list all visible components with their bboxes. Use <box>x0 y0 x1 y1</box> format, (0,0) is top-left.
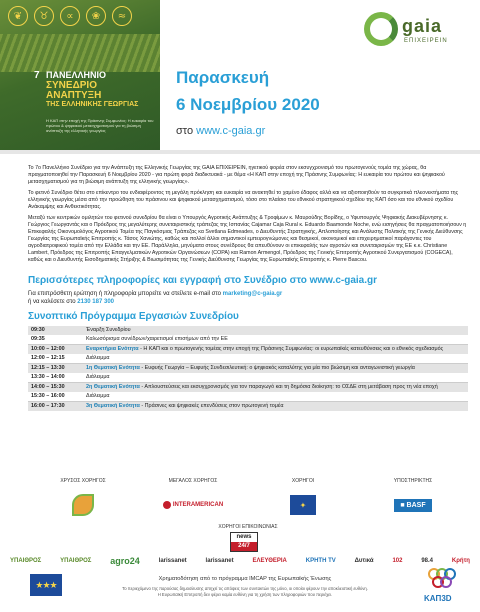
gaia-subtitle: ΕΠΙΧΕΙΡΕΙΝ <box>404 38 448 44</box>
gold-sponsor-logo[interactable] <box>48 492 118 518</box>
interamerican-name: INTERAMERICAN <box>172 502 224 508</box>
schedule-time: 09:30 <box>31 327 45 333</box>
disclaimer-line1: Το περιεχόμενο της παρούσας δημοσίευσης απηχεί τις απόψεις των συντακτών της μόνο, οι οποίοι φέρουν την αποκλειστική ευθύνη. <box>122 586 368 591</box>
kap3d-logo[interactable] <box>420 568 464 606</box>
news247-top: news <box>231 533 257 542</box>
conference-number: 7 <box>34 70 40 81</box>
registration-text-body: Για επιπρόσθετη ερώτηση ή πληροφορία μπορείτε να στείλετε e-mail στο <box>28 291 221 297</box>
banner-divider <box>0 150 480 154</box>
schedule-desc-text: Διάλειμμα <box>86 393 110 399</box>
event-date: 6 Νοεμβρίου 2020 <box>176 95 320 114</box>
schedule-desc-text: Διάλειμμα <box>86 374 110 380</box>
schedule-row <box>28 335 468 345</box>
registration-text <box>28 290 458 306</box>
url-prefix: στο <box>176 125 194 137</box>
supporter-label: ΥΠΟΣΤΗΡΙΚΤΗΣ <box>393 478 433 484</box>
schedule-row <box>28 383 468 392</box>
media-logo[interactable]: larissanet <box>158 558 187 564</box>
cow-icon: ♉ <box>34 6 54 26</box>
leaf-logo-icon <box>72 494 94 516</box>
conference-title-line1: ΠΑΝΕΛΛΗΝΙΟ <box>46 70 107 80</box>
gold-sponsor-label: ΧΡΥΣΟΣ ΧΟΡΗΓΟΣ <box>60 478 106 484</box>
schedule-desc <box>83 335 468 344</box>
contact-email[interactable]: marketing@c-gaia.gr <box>222 291 283 297</box>
intro-text <box>28 165 468 268</box>
schedule-desc-text: - Απλουστεύσεις και εκσυγχρονισμός για τον παραγωγό και τη δημόσια διοίκηση: το ΟΣΔΕ στη μετάβαση προς τη νέα εποχή <box>139 384 438 390</box>
registration-title[interactable]: Περισσότερες πληροφορίες και εγγραφή στο Συνέδριο στο www.c-gaia.gr <box>28 275 378 286</box>
media-logo[interactable]: ΕΛΕΥΘΕΡΙΑ <box>252 558 287 564</box>
conference-description: Η ΚΑΠ στην εποχή της Πράσινης Συμφωνίας: Η ευκαιρία του πρώτου & ψηφιακού μετασχηματισμού για τη βιώσιμη ανάπτυξη της ελληνικής γεωργίας <box>46 118 154 133</box>
contact-phone[interactable]: 2130 187 300 <box>77 299 114 305</box>
interamerican-logo[interactable] <box>158 492 228 518</box>
media-logo[interactable]: larissanet <box>205 558 234 564</box>
schedule-desc-text: Καλωσόρισμα συνέδρων/χαιρετισμοί επισήμων από την ΕΕ <box>86 336 228 342</box>
interamerican-dot-icon <box>163 501 171 509</box>
funding-note: Χρηματοδότηση από το πρόγραμμα IMCAP της Ευρωπαϊκής Ένωσης <box>158 576 332 582</box>
phone-prefix: ή να καλέσετε στο <box>28 299 76 305</box>
schedule-time: 14:00 – 15:30 <box>31 384 65 390</box>
media-logo[interactable]: agro24 <box>110 556 140 566</box>
media-sponsors-title: ΧΟΡΗΓΟΙ ΕΠΙΚΟΙΝΩΝΙΑΣ <box>218 524 278 530</box>
basf-name: ■ BASF <box>394 499 431 512</box>
schedule-desc-text: - Η ΚΑΠ και ο πρωτογενής τομέας στην εποχή της Πράσινης Συμφωνίας: οι ευρωπαϊκές κατευθύνσεις και ο εθνικός σχεδιασμός <box>138 346 444 352</box>
schedule-title: Συνοπτικό Πρόγραμμα Εργασιών Συνεδρίου <box>28 311 239 322</box>
schedule-desc <box>83 402 468 411</box>
schedule-row <box>28 392 468 402</box>
intro-paragraph-2: Το φετινό Συνέδριο θέτει στο επίκεντρο του ενδιαφέροντος τη μεγάλη πρόκληση και ευκαιρία να ανακτηθεί το χαμένο έδαφος αλλά και να αξιοποιηθούν τα συγκριτικά πλεονεκτήματα της ελληνικής γεωργίας μέσα από την προώθηση του πράσινου και ψηφιακού μετασχηματισμού, τόσο στο πλαίσιο του εθνικού στρατηγικού σχεδίου της ΚΑΠ όσο και του εθνικού σχεδίου Ανάκαμψης και Ανθεκτικότητας. <box>28 190 459 210</box>
schedule-desc-text: - Ευφυής Γεωργία – Ευφυής Συνδεσιλευτική: ο ψηφιακός καταλύτης για μία πιο βιώσιμη και ανταγωνιστική γεωργία <box>139 365 415 371</box>
schedule-row <box>28 364 468 373</box>
rings-icon <box>428 568 456 592</box>
schedule-table <box>28 326 468 411</box>
media-logo[interactable]: Δυτικά <box>354 558 374 564</box>
schedule-desc <box>83 392 468 401</box>
schedule-time: 15:30 – 16:00 <box>31 393 65 399</box>
media-logo[interactable]: Κρήτη <box>451 558 470 564</box>
disclaimer-line2: Η Ευρωπαϊκή Επιτροπή δεν φέρει καμία ευθύνη για τη χρήση των πληροφοριών που περιέχει. <box>157 591 333 597</box>
event-url-link[interactable]: www.c-gaia.gr <box>196 125 266 137</box>
disclaimer <box>80 586 410 597</box>
schedule-row <box>28 326 468 335</box>
schedule-desc-text: - Πράσινες και ψηφιακές επενδύσεις στον πρωτογενή τομέα <box>139 403 284 409</box>
eu-flag-icon: ★★★ <box>30 574 62 596</box>
schedule-desc <box>83 345 468 354</box>
sponsor-logo[interactable] <box>268 492 338 518</box>
wheat-icon: ❦ <box>8 6 28 26</box>
schedule-desc-text: Διάλειμμα <box>86 355 110 361</box>
schedule-desc <box>83 326 468 335</box>
major-sponsor-label: ΜΕΓΑΛΟΣ ΧΟΡΗΓΟΣ <box>168 478 218 484</box>
schedule-row <box>28 402 468 411</box>
session-label: Εναρκτήρια Ενότητα <box>86 346 139 352</box>
session-label: 3η Θεματική Ενότητα <box>86 403 140 409</box>
grape-icon: ❀ <box>86 6 106 26</box>
gaia-g-icon <box>364 12 398 46</box>
fish-icon: ∝ <box>60 6 80 26</box>
schedule-time: 16:00 – 17:30 <box>31 403 65 409</box>
sponsor-labels <box>28 478 468 484</box>
basf-logo[interactable] <box>378 492 448 518</box>
kap3d-text: ΚΑΠ3D <box>424 594 452 603</box>
schedule-time: 10:00 – 12:00 <box>31 346 65 352</box>
media-logo[interactable]: 98.4 <box>421 558 434 564</box>
session-label: 1η Θεματική Ενότητα <box>86 365 140 371</box>
event-url-line <box>176 125 265 137</box>
media-logo[interactable]: ΥΠΑΙΘΡΟΣ <box>60 558 92 564</box>
event-day: Παρασκευή <box>176 68 270 87</box>
schedule-desc <box>83 383 468 392</box>
schedule-time: 09:35 <box>31 336 45 342</box>
intro-paragraph-1: Το 7ο Πανελλήνιο Συνέδριο για την Ανάπτυξη της Ελληνικής Γεωργίας της GAIA ΕΠΙΧΕΙΡΕΙΝ, ηγετικού φορέα στον εκσυγχρονισμό του πρωτογενούς τομέα της χώρας, θα πραγματοποιηθεί την Παρασκευή 6 Νοεμβρίου 2020 - για πρώτη φορά διαδικτυακά - με θέμα «Η ΚΑΠ στην εποχή της Πράσινης Συμφωνίας: Η ευκαιρία του πρώτου και ψηφιακού μετασχηματισμού για τη βιώσιμη ανάπτυξη της ελληνικής γεωργίας». <box>28 165 445 185</box>
field-image <box>0 34 160 72</box>
banner <box>0 0 480 158</box>
schedule-row <box>28 354 468 364</box>
sponsor-shield-icon: ✦ <box>290 495 316 515</box>
schedule-row <box>28 373 468 383</box>
session-label: 2η Θεματική Ενότητα <box>86 384 140 390</box>
gaia-logo[interactable] <box>364 12 474 52</box>
schedule-row <box>28 345 468 354</box>
conference-title-line2: ΣΥΝΕΔΡΙΟ <box>46 80 97 91</box>
media-logo[interactable]: ΥΠΑΙΘΡΟΣ <box>10 558 42 564</box>
schedule-desc-text: Έναρξη Συνεδρίου <box>86 327 131 333</box>
media-logos <box>10 556 470 566</box>
schedule-desc <box>83 354 468 363</box>
intro-paragraph-3: Μεταξύ των κεντρικών ομιλητών του φετινού συνεδρίου θα είναι ο Υπουργός Αγροτικής Ανάπτυξης & Τροφίμων κ. Μαυρούδης Βορίδης, ο Υφυπουργός Ψηφιακής Διακυβέρνησης κ. Γεώργιος Γεωργαντάς και ο Πρόεδρος της μεγαλύτερης συνεταιριστικής τράπεζας της Ισπανίας Cajamar Caja Rural κ. Eduardo Baamonde Noche, ενώ εισηγήσεις θα πραγματοποιήσουν η Επικεφαλής Οικονομολόγος Αγροτικού Τομέα της Παγκόσμιας Τράπεζας κα Svetlana Edmeades, ο Διευθυντής Στρατηγικής, Απλοποίησης και Ανάλυσης Πολιτικής της Γενικής Διεύθυνσης Γεωργίας της Ευρωπαϊκής Επιτροπής κ. Τάσος Χανιώτης, καθώς και πολλοί άλλοι σημαντικοί εμπειρογνώμονες και θεσμικοί, οικονομικοί και επιχειρηματικοί παράγοντες του αγροδιατροφικού τομέα από την Ελλάδα και την ΕΕ. Παράλληλα, μηνύματα στους συνέδρους θα απευθύνουν οι επικεφαλής των αγροτών και συνεταιρισμών της ΕΕ κ.κ. Christiane Lambert, Πρόεδρος της Επιτροπής Επαγγελματικών Αγροτικών Οργανώσεων (COPA) και Ramon Armengol, Πρόεδρος της Γενικής Επιτροπής Αγροτικού Συνεργατισμού (COGECA), καθώς και ο Διευθυντής Εισοδηματικής Στήριξης & Βιωσιμότητας της Γενικής Διεύθυνσης Γεωργίας της Ευρωπαϊκής Επιτροπής κ. Pierre Bascou. <box>28 215 467 263</box>
icons-row <box>8 6 132 26</box>
sponsor-logos <box>28 490 468 520</box>
sponsors-label: ΧΟΡΗΓΟΙ <box>291 478 315 484</box>
schedule-time: 13:30 – 14:00 <box>31 374 65 380</box>
conference-title-line3: ΑΝΑΠΤΥΞΗ <box>46 90 102 101</box>
news247-bottom: 24/7 <box>231 542 257 551</box>
schedule-desc <box>83 364 468 373</box>
gaia-wordmark: gaia <box>402 16 443 36</box>
conference-title-line4: ΤΗΣ ΕΛΛΗΝΙΚΗΣ ΓΕΩΡΓΙΑΣ <box>46 101 139 108</box>
news247-logo[interactable] <box>230 532 258 552</box>
water-icon: ≈ <box>112 6 132 26</box>
media-logo[interactable]: ΚΡΗΤΗ TV <box>305 558 336 564</box>
schedule-desc <box>83 373 468 382</box>
media-logo[interactable]: 102 <box>392 558 403 564</box>
schedule-time: 12:00 – 12:15 <box>31 355 65 361</box>
schedule-time: 12:15 – 13:30 <box>31 365 65 371</box>
banner-graphic <box>0 0 160 150</box>
